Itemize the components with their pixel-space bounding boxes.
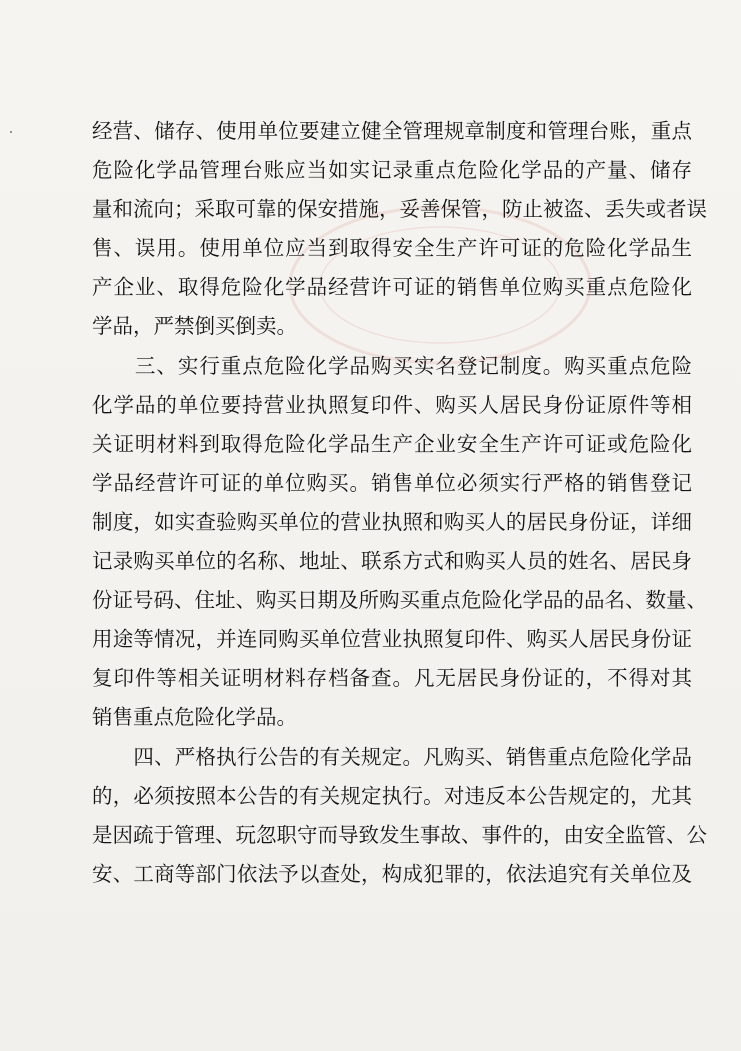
text-line: 复印件等相关证明材料存档备查。凡无居民身份证的，不得对其 (92, 666, 692, 691)
text-line: 危险化学品管理台账应当如实记录重点危险化学品的产量、储存 (92, 158, 692, 183)
text-line: 份证号码、住址、购买日期及所购买重点危险化学品的品名、数量、 (92, 588, 707, 613)
text-line: 销售重点危险化学品。 (92, 705, 297, 730)
text-line: 学品，严禁倒买倒卖。 (92, 314, 297, 339)
text-line: 用途等情况，并连同购买单位营业执照复印件、购买人居民身份证 (92, 627, 692, 652)
text-line: 量和流向；采取可靠的保安措施，妥善保管，防止被盗、丢失或者误 (92, 197, 707, 222)
text-line: 制度，如实查验购买单位的营业执照和购买人的居民身份证，详细 (92, 509, 692, 534)
text-line: 产企业、取得危险化学品经营许可证的销售单位购买重点危险化 (92, 275, 692, 300)
text-line: 学品经营许可证的单位购买。销售单位必须实行严格的销售登记 (92, 470, 692, 495)
section-four-heading-line: 四、严格执行公告的有关规定。凡购买、销售重点危险化学品 (92, 744, 692, 769)
text-line: 关证明材料到取得危险化学品生产企业安全生产许可证或危险化 (92, 431, 692, 456)
scan-speck (10, 131, 12, 133)
text-line: 安、工商等部门依法予以查处，构成犯罪的，依法追究有关单位及 (92, 861, 692, 886)
body-text (92, 112, 707, 894)
text-line: 记录购买单位的名称、地址、联系方式和购买人员的姓名、居民身 (92, 549, 692, 574)
text-line: 化学品的单位要持营业执照复印件、购买人居民身份证原件等相 (92, 392, 692, 417)
text-line: 是因疏于管理、玩忽职守而导致发生事故、事件的，由安全监管、公 (92, 822, 707, 847)
text-line: 售、误用。使用单位应当到取得安全生产许可证的危险化学品生 (92, 236, 692, 261)
text-line: 的，必须按照本公告的有关规定执行。对违反本公告规定的，尤其 (92, 783, 692, 808)
section-three-heading-line: 三、实行重点危险化学品购买实名登记制度。购买重点危险 (92, 353, 692, 378)
text-line: 经营、储存、使用单位要建立健全管理规章制度和管理台账，重点 (92, 119, 692, 143)
